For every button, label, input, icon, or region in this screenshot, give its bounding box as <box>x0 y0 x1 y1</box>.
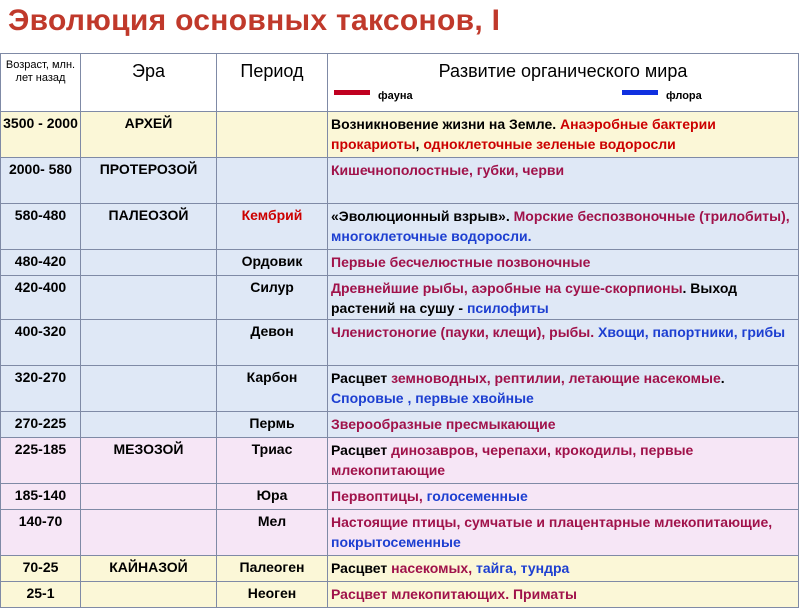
table-row <box>1 158 799 204</box>
row-development <box>328 158 799 204</box>
row-age: 70-25 <box>1 556 81 582</box>
development-text-segment: Расцвет <box>331 442 392 458</box>
row-period: Палеоген <box>217 556 328 582</box>
row-age: 480-420 <box>1 250 81 276</box>
development-text-segment: Расцвет <box>331 370 392 386</box>
row-period: Триас <box>217 438 328 484</box>
row-age: 320-270 <box>1 366 81 412</box>
header-era: Эра <box>81 54 217 112</box>
row-development <box>328 556 799 582</box>
row-period: Юра <box>217 484 328 510</box>
development-text-segment: насекомых, <box>391 560 476 576</box>
table-row <box>1 276 799 320</box>
row-age: 25-1 <box>1 582 81 608</box>
row-era <box>81 412 217 438</box>
row-era <box>81 484 217 510</box>
row-age: 140-70 <box>1 510 81 556</box>
development-text-segment: покрытосеменные <box>331 534 461 550</box>
table-row <box>1 412 799 438</box>
row-development <box>328 276 799 320</box>
development-text-segment: тайга, тундра <box>476 560 570 576</box>
table-row <box>1 582 799 608</box>
legend-flora <box>622 90 702 102</box>
table-row <box>1 112 799 158</box>
development-text-segment: динозавров, черепахи, крокодилы, первые млекопитающие <box>331 442 694 478</box>
table-row <box>1 556 799 582</box>
row-age: 3500 - 2000 <box>1 112 81 158</box>
row-era <box>81 250 217 276</box>
row-era: АРХЕЙ <box>81 112 217 158</box>
row-period: Карбон <box>217 366 328 412</box>
row-age: 270-225 <box>1 412 81 438</box>
row-development <box>328 250 799 276</box>
development-text-segment: Возникновение жизни на Земле. <box>331 116 561 132</box>
row-era <box>81 320 217 366</box>
development-text-segment: Первоптицы, <box>331 488 427 504</box>
table-header-row <box>1 54 799 112</box>
development-text-segment: Анаэробные бактерии прокариоты <box>331 116 716 152</box>
row-era <box>81 582 217 608</box>
row-era: КАЙНАЗОЙ <box>81 556 217 582</box>
development-text-segment: «Эволюционный взрыв». <box>331 208 514 224</box>
table-body <box>1 112 799 608</box>
row-development <box>328 204 799 250</box>
development-text-segment: Настоящие птицы, сумчатые и плацентарные млекопитающие, <box>331 514 773 530</box>
row-age: 185-140 <box>1 484 81 510</box>
row-development <box>328 438 799 484</box>
development-text-segment: Кишечнополостные, губки, черви <box>331 162 565 178</box>
row-period: Силур <box>217 276 328 320</box>
row-development <box>328 112 799 158</box>
legend-flora-label: флора <box>666 90 702 102</box>
row-period: Мел <box>217 510 328 556</box>
row-period: Девон <box>217 320 328 366</box>
table-row <box>1 366 799 412</box>
legend-fauna-swatch <box>334 90 370 95</box>
table-row <box>1 484 799 510</box>
row-age: 225-185 <box>1 438 81 484</box>
row-development <box>328 366 799 412</box>
header-age: Возраст, млн. лет назад <box>1 54 81 112</box>
development-text-segment: Членистоногие (пауки, клещи), рыбы. <box>331 324 599 340</box>
legend-fauna-label: фауна <box>378 90 413 102</box>
row-era: МЕЗОЗОЙ <box>81 438 217 484</box>
row-period: Пермь <box>217 412 328 438</box>
legend-fauna <box>334 90 413 102</box>
header-development <box>328 54 799 112</box>
page-title: Эволюция основных таксонов, I <box>8 4 501 37</box>
development-text-segment: Зверообразные пресмыкающие <box>331 416 556 432</box>
development-text-segment: одноклеточные зеленые водоросли <box>423 136 676 152</box>
row-development <box>328 412 799 438</box>
row-era: ПАЛЕОЗОЙ <box>81 204 217 250</box>
row-development <box>328 582 799 608</box>
row-development <box>328 510 799 556</box>
development-text-segment: . <box>720 370 725 386</box>
table-row <box>1 510 799 556</box>
development-text-segment: многоклеточные водоросли. <box>331 228 532 244</box>
row-age: 580-480 <box>1 204 81 250</box>
development-text-segment: Морские беспозвоночные (трилобиты), <box>513 208 790 224</box>
development-text-segment: . Выход растений на сушу - <box>331 280 738 316</box>
development-text-segment: , <box>415 136 424 152</box>
development-text-segment: Хвощи, папортники, грибы <box>598 324 786 340</box>
row-period: Кембрий <box>217 204 328 250</box>
header-development-label: Развитие органического мира <box>438 61 688 81</box>
development-text-segment: Расцвет млекопитающих. Приматы <box>331 586 577 602</box>
development-text-segment: Первые бесчелюстные позвоночные <box>331 254 591 270</box>
development-text-segment: псилофиты <box>466 300 549 316</box>
row-period: Неоген <box>217 582 328 608</box>
row-development <box>328 320 799 366</box>
table-row <box>1 250 799 276</box>
row-age: 400-320 <box>1 320 81 366</box>
row-age: 2000- 580 <box>1 158 81 204</box>
table-row <box>1 438 799 484</box>
row-era <box>81 276 217 320</box>
row-era: ПРОТЕРОЗОЙ <box>81 158 217 204</box>
legend-flora-swatch <box>622 90 658 95</box>
development-text-segment: голосеменные <box>426 488 528 504</box>
taxa-table <box>0 53 799 608</box>
row-era <box>81 366 217 412</box>
row-development <box>328 484 799 510</box>
header-period: Период <box>217 54 328 112</box>
row-period <box>217 158 328 204</box>
development-text-segment: Споровые , первые хвойные <box>331 390 534 406</box>
table-row <box>1 204 799 250</box>
development-text-segment: Расцвет <box>331 560 392 576</box>
development-text-segment: земноводных, рептилии, летающие насекомые <box>391 370 721 386</box>
taxa-table-container <box>0 53 800 608</box>
development-text-segment: Древнейшие рыбы, аэробные на суше-скорпионы <box>331 280 683 296</box>
row-age: 420-400 <box>1 276 81 320</box>
row-period: Ордовик <box>217 250 328 276</box>
row-era <box>81 510 217 556</box>
row-period <box>217 112 328 158</box>
table-row <box>1 320 799 366</box>
